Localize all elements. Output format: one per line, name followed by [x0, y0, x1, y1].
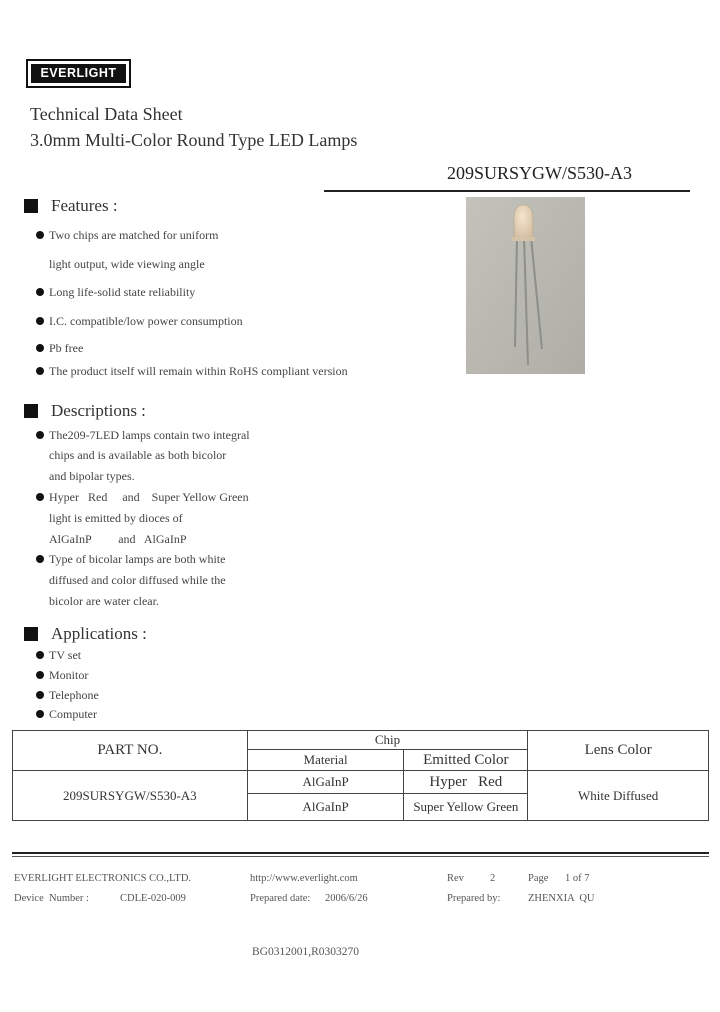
material-cell: AlGaInP — [247, 794, 404, 821]
part-spec-table — [12, 730, 709, 821]
part-number-cell: 209SURSYGW/S530-A3 — [13, 771, 248, 821]
description-item-continued: diffused and color diffused while the — [49, 573, 226, 587]
company-url[interactable]: http://www.everlight.com — [250, 873, 358, 884]
chip-header: Chip — [247, 731, 528, 750]
footer-divider-thin — [12, 856, 709, 857]
section-square-icon — [24, 404, 38, 418]
application-item: Telephone — [36, 688, 99, 703]
table-row — [13, 771, 709, 794]
company-name: EVERLIGHT ELECTRONICS CO.,LTD. — [14, 873, 192, 884]
feature-item: Two chips are matched for uniform — [36, 228, 218, 243]
feature-item-continued: light output, wide viewing angle — [49, 257, 205, 271]
bullet-icon — [36, 344, 44, 352]
description-item: The209-7LED lamps contain two integral — [36, 428, 250, 443]
bullet-icon — [36, 671, 44, 679]
bullet-icon — [36, 651, 44, 659]
description-item: Type of bicolar lamps are both white — [36, 552, 225, 567]
document-code: BG0312001,R0303270 — [252, 946, 360, 958]
material-cell: AlGaInP — [247, 771, 404, 794]
part-no-header: PART NO. — [13, 731, 248, 771]
prepared-by-label: Prepared by: — [447, 893, 501, 904]
application-item: Computer — [36, 707, 97, 722]
description-item-continued: chips and is available as both bicolor — [49, 448, 227, 462]
lens-color-cell: White Diffused — [528, 771, 709, 821]
bullet-icon — [36, 710, 44, 718]
features-heading: Features : — [24, 196, 118, 216]
everlight-logo — [26, 59, 131, 88]
feature-item: I.C. compatible/low power consumption — [36, 314, 243, 329]
description-item-continued: and bipolar types. — [49, 469, 135, 483]
prepared-by-value: ZHENXIA QU — [528, 893, 595, 904]
led-lamp-icon — [466, 197, 585, 374]
description-item-continued: AlGaInP and AlGaInP — [49, 532, 187, 546]
part-number-title: 209SURSYGW/S530-A3 — [446, 163, 632, 183]
emitted-color-header: Emitted Color — [404, 750, 528, 771]
led-product-photo — [466, 197, 585, 374]
prepared-date-label: Prepared date: — [250, 893, 311, 904]
feature-item: Pb free — [36, 341, 83, 356]
product-title: 3.0mm Multi-Color Round Type LED Lamps — [30, 130, 358, 150]
descriptions-heading: Descriptions : — [24, 401, 146, 421]
rev-value: 2 — [490, 873, 496, 884]
bullet-icon — [36, 317, 44, 325]
page-label: Page — [528, 873, 549, 884]
description-item-continued: light is emitted by dioces of — [49, 511, 183, 525]
emitted-color-cell: Hyper Red — [404, 771, 528, 794]
material-header: Material — [247, 750, 404, 771]
applications-heading: Applications : — [24, 624, 147, 644]
lens-color-header: Lens Color — [528, 731, 709, 771]
feature-item: Long life-solid state reliability — [36, 285, 195, 300]
footer-divider — [12, 852, 709, 854]
device-number-value: CDLE-020-009 — [120, 893, 186, 904]
rev-label: Rev — [447, 873, 464, 884]
prepared-date-value: 2006/6/26 — [325, 893, 368, 904]
description-item: Hyper Red and Super Yellow Green — [36, 490, 249, 505]
application-item: TV set — [36, 648, 81, 663]
bullet-icon — [36, 367, 44, 375]
description-item-continued: bicolor are water clear. — [49, 594, 159, 608]
logo-text: EVERLIGHT — [31, 64, 126, 83]
bullet-icon — [36, 493, 44, 501]
bullet-icon — [36, 431, 44, 439]
bullet-icon — [36, 231, 44, 239]
device-number-label: Device Number : — [14, 893, 89, 904]
page-value: 1 of 7 — [565, 873, 590, 884]
section-square-icon — [24, 627, 38, 641]
bullet-icon — [36, 288, 44, 296]
part-number-underline — [324, 190, 690, 192]
bullet-icon — [36, 691, 44, 699]
feature-item: The product itself will remain within RoHS compliant version — [36, 364, 348, 379]
emitted-color-cell: Super Yellow Green — [404, 794, 528, 821]
section-square-icon — [24, 199, 38, 213]
application-item: Monitor — [36, 668, 88, 683]
bullet-icon — [36, 555, 44, 563]
doc-title: Technical Data Sheet — [30, 104, 183, 124]
